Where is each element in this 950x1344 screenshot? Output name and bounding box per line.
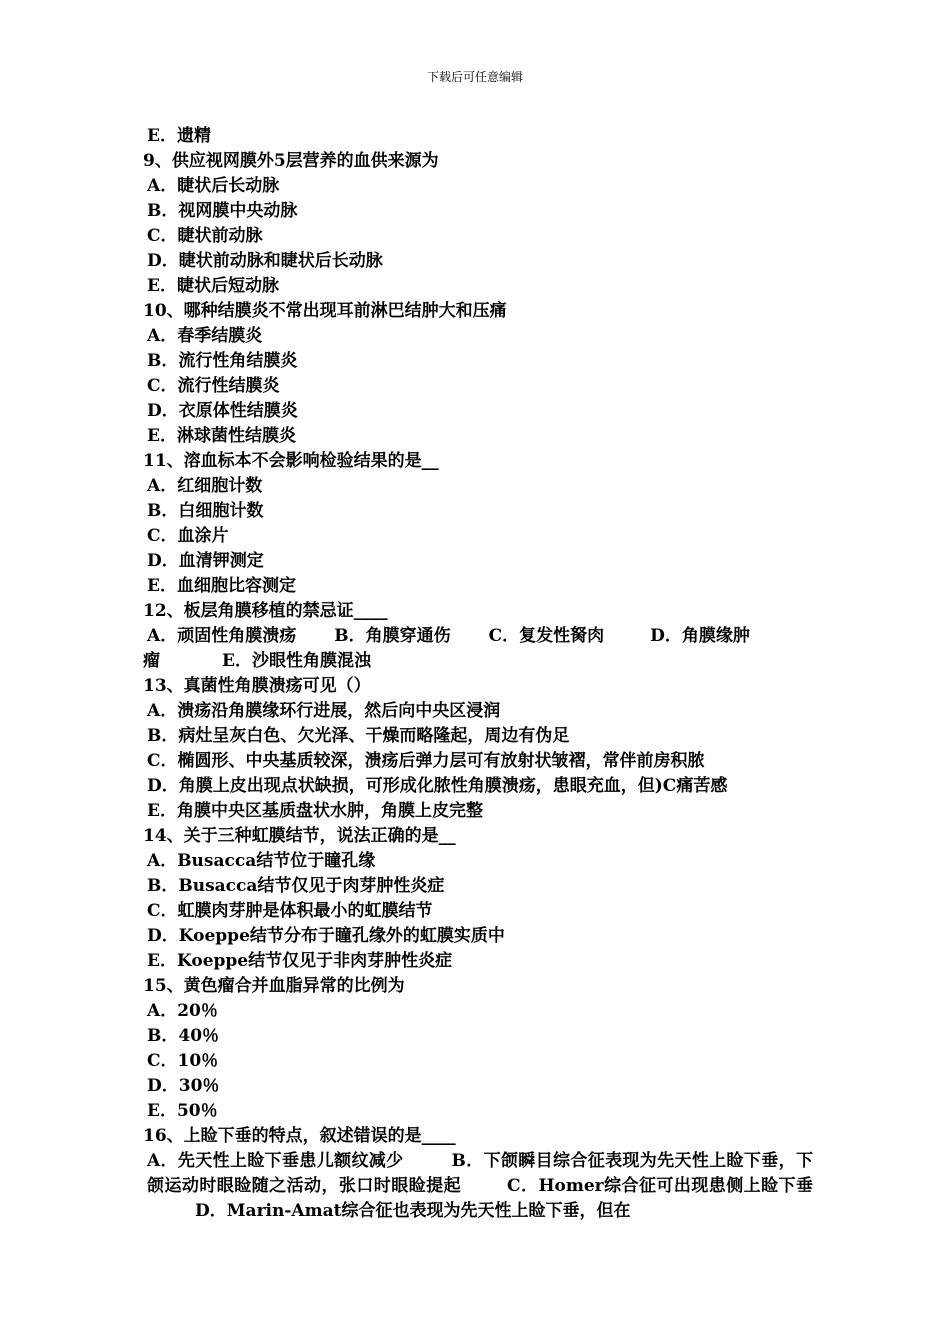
- option-line: C．流行性结膜炎: [147, 376, 280, 396]
- option-line: E．遗精: [147, 126, 211, 146]
- option-line: A．20％: [147, 1001, 218, 1021]
- option-line: D．30％: [147, 1076, 220, 1096]
- option-line: E．Koeppe结节仅见于非肉芽肿性炎症: [147, 951, 453, 971]
- option-b: B．角膜穿通伤: [334, 626, 451, 646]
- option-b: B．下颌瞬目综合征表现为先天性上睑下垂，下颌运动时眼睑随之活动，张口时眼睑提起: [147, 1151, 813, 1196]
- option-line: C．10％: [147, 1051, 219, 1071]
- option-line: D．角膜上皮出现点状缺损，可形成化脓性角膜溃疡，患眼充血，但)C痛苦感: [147, 776, 728, 796]
- question-line: 12、板层角膜移植的禁忌证____: [143, 601, 388, 621]
- option-d-continued: 瘤: [143, 651, 160, 671]
- question-line: 15、黄色瘤合并血脂异常的比例为: [143, 976, 405, 996]
- option-line: E．睫状后短动脉: [147, 276, 279, 296]
- option-c: C．复发性胬肉: [488, 626, 605, 646]
- option-line: A．红细胞计数: [147, 476, 263, 496]
- question-line: 10、哪种结膜炎不常出现耳前淋巴结肿大和压痛: [143, 301, 507, 321]
- q12-options-row: [143, 624, 813, 649]
- option-line: A．Busacca结节位于瞳孔缘: [147, 851, 376, 871]
- option-line: B．Busacca结节仅见于肉芽肿性炎症: [147, 876, 445, 896]
- question-line: 13、真菌性角膜溃疡可见（）: [143, 676, 371, 696]
- option-line: B．白细胞计数: [147, 501, 264, 521]
- option-line: E．淋球菌性结膜炎: [147, 426, 296, 446]
- option-line: D．血清钾测定: [147, 551, 264, 571]
- option-e: E．沙眼性角膜混浊: [222, 651, 371, 671]
- option-a: A．先天性上睑下垂患儿额纹减少: [147, 1151, 404, 1171]
- option-line: D．Koeppe结节分布于瞳孔缘外的虹膜实质中: [147, 926, 505, 946]
- question-line: 14、关于三种虹膜结节，说法正确的是__: [143, 826, 456, 846]
- option-line: B．病灶呈灰白色、欠光泽、干燥而略隆起，周边有伪足: [147, 726, 570, 746]
- option-line: B．40％: [147, 1026, 220, 1046]
- option-line: C．睫状前动脉: [147, 226, 263, 246]
- document-body: [143, 124, 813, 1224]
- option-line: B．流行性角结膜炎: [147, 351, 298, 371]
- option-a: A．顽固性角膜溃疡: [147, 626, 297, 646]
- option-line: A．春季结膜炎: [147, 326, 263, 346]
- option-d: D．Marin-Amat综合征也表现为先天性上睑下垂，但在: [195, 1201, 631, 1221]
- question-block-2: [143, 674, 813, 1149]
- option-line: E．角膜中央区基质盘状水肿，角膜上皮完整: [147, 801, 483, 821]
- question-line: 9、供应视网膜外5层营养的血供来源为: [143, 151, 439, 171]
- q16-options-paragraph: [143, 1149, 813, 1224]
- option-line: B．视网膜中央动脉: [147, 201, 298, 221]
- option-line: C．血涂片: [147, 526, 229, 546]
- question-line: 16、上睑下垂的特点，叙述错误的是____: [143, 1126, 456, 1146]
- page-header: 下载后可任意编辑: [426, 70, 523, 84]
- question-block-1: [143, 124, 813, 624]
- option-c: C．Homer综合征可出现患侧上睑下垂: [507, 1176, 813, 1196]
- option-line: E．50％: [147, 1101, 218, 1121]
- option-line: D．睫状前动脉和睫状后长动脉: [147, 251, 383, 271]
- q12-options-row-2: [143, 649, 813, 674]
- option-line: A．睫状后长动脉: [147, 176, 280, 196]
- option-line: E．血细胞比容测定: [147, 576, 296, 596]
- option-d: D．角膜缘肿: [650, 626, 750, 646]
- option-line: C．虹膜肉芽肿是体积最小的虹膜结节: [147, 901, 433, 921]
- option-line: C．椭圆形、中央基质较深，溃疡后弹力层可有放射状皱褶，常伴前房积脓: [147, 751, 705, 771]
- option-line: A．溃疡沿角膜缘环行进展，然后向中央区浸润: [147, 701, 501, 721]
- option-line: D．衣原体性结膜炎: [147, 401, 298, 421]
- question-line: 11、溶血标本不会影响检验结果的是__: [143, 451, 439, 471]
